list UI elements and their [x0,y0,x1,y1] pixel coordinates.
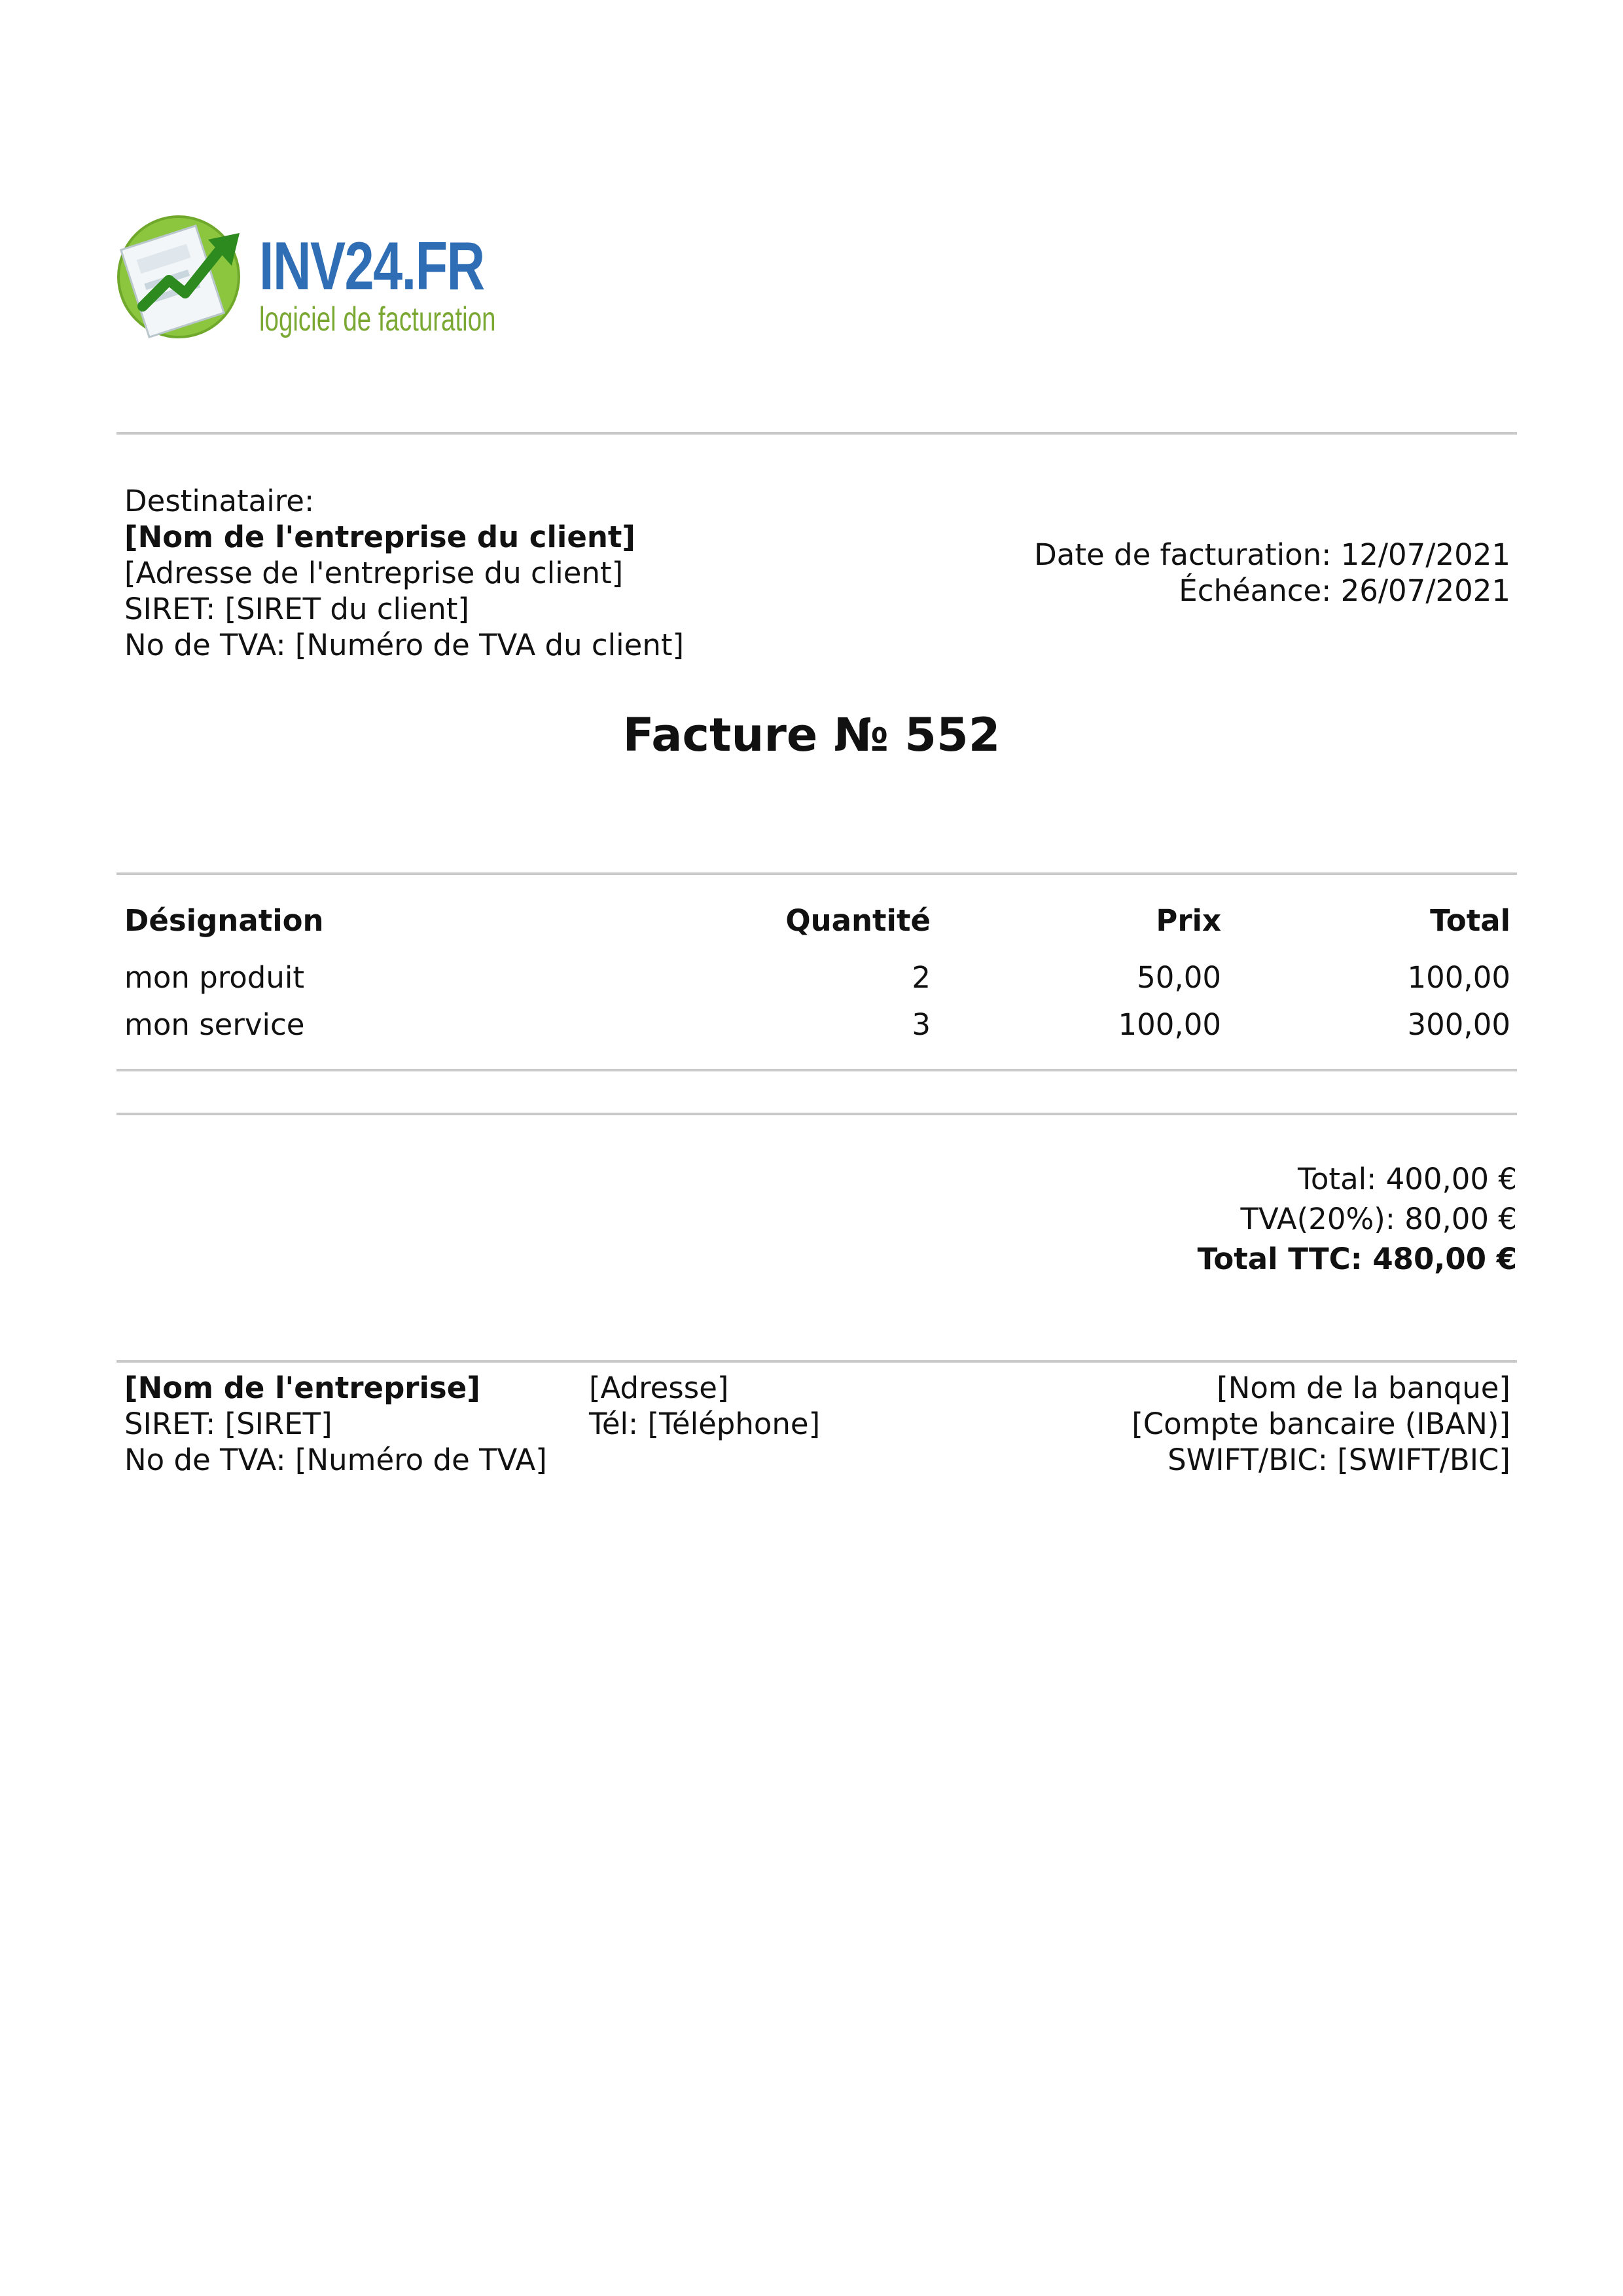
recipient-heading: Destinataire: [124,484,315,518]
subtotal: Total: 400,00 € [1298,1162,1517,1196]
logo-title: INV24.FR [259,228,484,304]
logo-tagline: logiciel de facturation [259,300,496,338]
totals-block [928,1159,1517,1279]
row-price: 50,00 [1137,960,1221,995]
row-designation: mon service [124,1007,305,1042]
footer-address: [Adresse] [589,1371,729,1405]
row-total: 100,00 [1407,960,1510,995]
vat-amount: TVA(20%): 80,00 € [1240,1202,1517,1236]
header-total: Total [1430,903,1510,938]
row-price: 100,00 [1118,1007,1221,1042]
divider-table-top [116,872,1517,875]
header-quantity: Quantité [785,903,931,938]
footer-phone: Tél: [Téléphone] [589,1407,821,1441]
footer-contact [589,1370,820,1442]
row-quantity: 2 [912,960,931,995]
footer-swift: SWIFT/BIC: [SWIFT/BIC] [1168,1443,1510,1477]
invoice-chart-icon [116,208,247,346]
recipient-vat: No de TVA: [Numéro de TVA du client] [124,628,685,662]
recipient-company: [Nom de l'entreprise du client] [124,520,635,554]
header-designation: Désignation [124,903,324,938]
invoice-title: Facture № 552 [622,708,1001,762]
footer-siret: SIRET: [SIRET] [124,1407,332,1441]
footer-bank [921,1370,1510,1478]
invoice-dates [921,537,1510,609]
header-price: Prix [1156,903,1221,938]
recipient-block [124,483,684,663]
recipient-address: [Adresse de l'entreprise du client] [124,556,624,590]
divider-totals [116,1113,1517,1115]
row-quantity: 3 [912,1007,931,1042]
invoice-date: Date de facturation: 12/07/2021 [1034,537,1510,572]
footer-company [124,1370,547,1478]
footer-company-name: [Nom de l'entreprise] [124,1371,480,1405]
divider-footer [116,1360,1517,1363]
footer-vat: No de TVA: [Numéro de TVA] [124,1443,547,1477]
grand-total: Total TTC: 480,00 € [1197,1242,1517,1276]
recipient-siret: SIRET: [SIRET du client] [124,592,469,626]
company-logo [116,208,496,346]
divider-top [116,432,1517,435]
footer-iban: [Compte bancaire (IBAN)] [1132,1407,1510,1441]
divider-table-bottom [116,1069,1517,1071]
row-designation: mon produit [124,960,305,995]
row-total: 300,00 [1407,1007,1510,1042]
footer-bank-name: [Nom de la banque] [1217,1371,1510,1405]
due-date: Échéance: 26/07/2021 [1179,573,1510,608]
